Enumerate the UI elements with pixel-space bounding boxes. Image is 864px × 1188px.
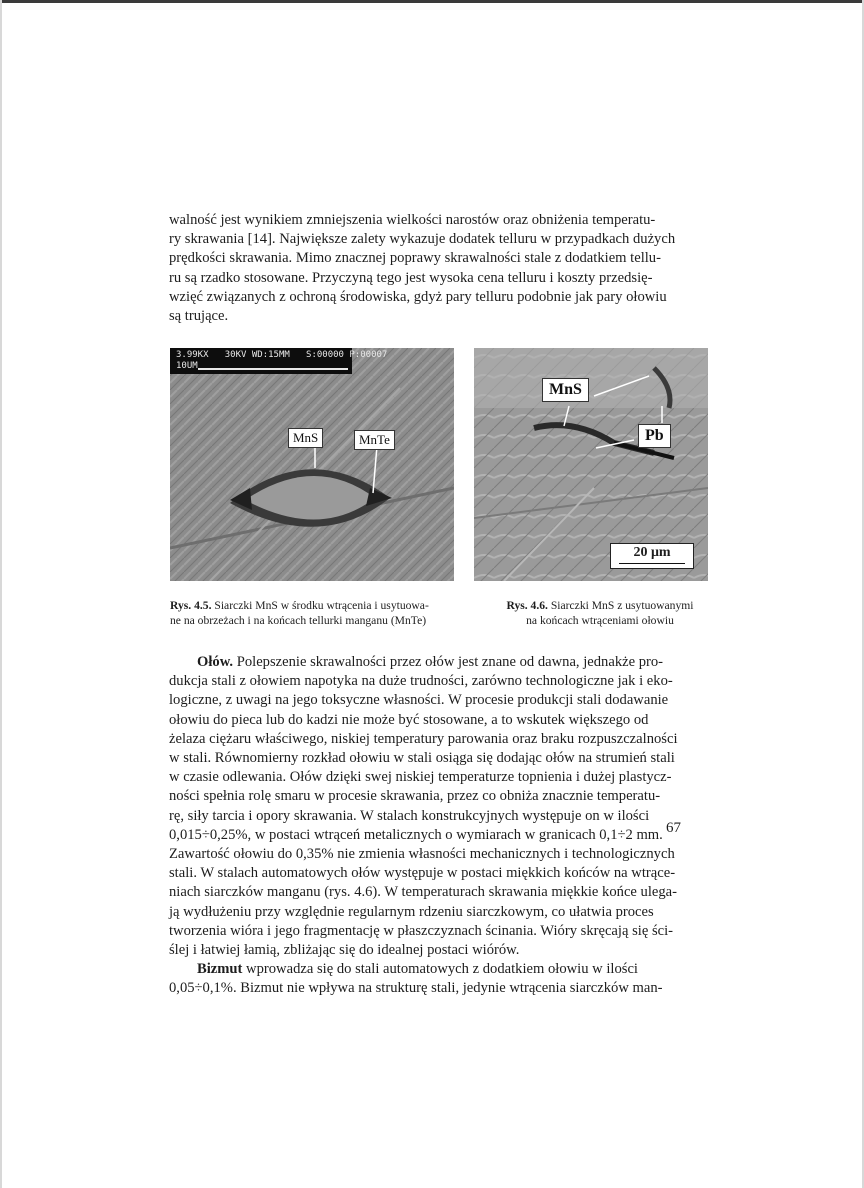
label-mnte: MnTe [354, 430, 395, 450]
body-line: 0,015÷0,25%, w postaci wtrąceń metalicznych o wymiarach w granicach 0,1÷2 mm. [169, 826, 663, 843]
body-line: wprowadza się do stali automatowych z dodatkiem ołowiu w ilości [242, 961, 638, 978]
heading-bizmut: Bizmut [197, 961, 243, 978]
body-line: Polepszenie skrawalności przez ołów jest znane od dawna, jednakże pro- [233, 654, 664, 670]
body-line: ślej i łatwiej łamią, zbliżając się do idealnej postaci wiórów. [169, 942, 520, 959]
label-mns: MnS [288, 428, 323, 448]
body-line: tworzenia wióra i jego fragmentację w płaszczyznach ścinania. Wióry skręcają się ści- [169, 922, 674, 939]
page-left-edge [0, 0, 2, 1188]
body-line: rę, siły tarcia i opory skrawania. W stalach konstrukcyjnych występuje on w ilości [169, 807, 650, 824]
sem-info-bar [170, 348, 388, 374]
body-section [169, 653, 697, 999]
caption-text: ne na obrzeżach i na końcach tellurki manganu (MnTe) [170, 614, 427, 627]
body-line: logiczne, z uwagi na jego toksyczne własności. W procesie produkcji stali dodawanie [169, 692, 669, 709]
body-line: ją wydłużeniu przy względnie regularnym rdzeniu siarczkowym, co ułatwia proces [169, 903, 654, 920]
caption-figure-4-5 [170, 598, 460, 628]
body-line: w czasie odlewania. Ołów dzięki swej niskiej temperaturze topnienia i dużej plastycz- [169, 769, 672, 786]
body-line: ności spełnia rolę smaru w procesie skrawania, przez co obniża znacznie temperatu- [169, 788, 661, 805]
sem-scale-label: 10UM [176, 361, 198, 371]
heading-olow: Ołów. [197, 654, 234, 670]
sem-header: 3.99KX 30KV WD:15MM S:00000 P:00007 [176, 350, 388, 360]
label-mns: MnS [542, 378, 589, 402]
scale-bar [610, 543, 694, 569]
body-line: w stali. Równomierny rozkład ołowiu w stali osiąga się dodając ołów na strumień stali [169, 750, 675, 767]
figure-4-6-micrograph [474, 348, 708, 581]
caption-text: na końcach wtrąceniami ołowiu [526, 614, 674, 627]
caption-label: Rys. 4.6. [506, 599, 548, 612]
intro-line: wzięć związanych z ochroną środowiska, gdyż pary telluru podobnie jak pary ołowiu [169, 288, 667, 305]
caption-text: Siarczki MnS w środku wtrącenia i usytuowa- [214, 599, 429, 612]
paragraph-olow [169, 653, 697, 672]
body-line: stali. W stalach automatowych ołów występuje w postaci miękkich końców na wtrące- [169, 865, 676, 882]
body-line: Zawartość ołowiu do 0,35% nie zmienia własności mechanicznych i technologicznych [169, 846, 675, 863]
page-top-edge [0, 0, 864, 3]
page-number: 67 [666, 820, 681, 836]
body-line: dukcja stali z ołowiem napotyka na duże trudności, zarówno technologiczne jak i eko- [169, 673, 673, 690]
caption-label: Rys. 4.5. [170, 599, 212, 612]
intro-line: ry skrawania [14]. Największe zalety wykazuje dodatek telluru w przypadkach dużych [169, 231, 676, 248]
body-line: niach siarczków manganu (rys. 4.6). W temperaturach skrawania miękkie końce ulega- [169, 884, 678, 901]
scale-label: 20 μm [633, 545, 671, 560]
paragraph-bizmut [169, 960, 697, 979]
intro-line: są trujące. [169, 308, 229, 325]
intro-paragraph [169, 211, 697, 326]
sem-micrograph-image [170, 348, 454, 581]
caption-text: Siarczki MnS z usytuowanymi [550, 599, 694, 612]
sem-scale-line [198, 368, 348, 370]
figure-4-5-micrograph [170, 348, 454, 581]
body-line: ołowiu do pieca lub do kadzi nie może być stosowane, a to wskutek większego od [169, 711, 649, 728]
label-pb: Pb [638, 424, 671, 448]
body-line: żelaza ciężaru właściwego, niskiej temperatury parowania oraz braku rozpuszczalności [169, 730, 678, 747]
intro-line: ru są rzadko stosowane. Przyczyną tego jest wysoka cena telluru i koszty przedsię- [169, 269, 653, 286]
scale-line [619, 563, 685, 564]
caption-figure-4-6 [480, 598, 720, 628]
intro-line: prędkości skrawania. Mimo znacznej poprawy skrawalności stale z dodatkiem tellu- [169, 250, 661, 267]
body-line: 0,05÷0,1%. Bizmut nie wpływa na strukturę stali, jedynie wtrącenia siarczków man- [169, 980, 663, 997]
intro-line: walność jest wynikiem zmniejszenia wielkości narostów oraz obniżenia temperatu- [169, 212, 656, 228]
